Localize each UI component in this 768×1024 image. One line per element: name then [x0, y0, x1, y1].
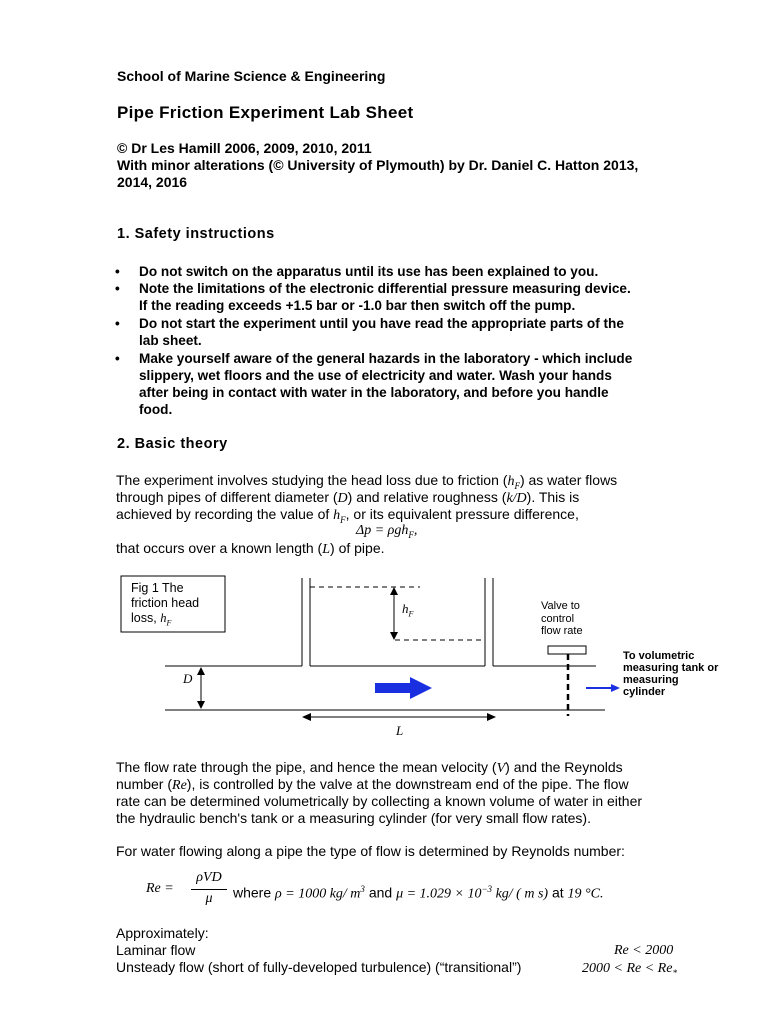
safety-bullet-2 — [115, 280, 631, 314]
reynolds-intro: For water flowing along a pipe the type of flow is determined by Reynolds number: — [116, 843, 625, 859]
fraction-bar — [191, 889, 227, 890]
bullet-dot: • — [115, 316, 120, 331]
bullet-dot: • — [115, 281, 120, 296]
d-arrow-bottom — [197, 701, 205, 709]
flow-rate-line-3: rate can be determined volumetrically by collecting a known volume of water in either — [116, 793, 643, 809]
bullet-line: after being in contact with water in the laboratory, and before you handle — [139, 385, 609, 400]
theory-line-3: achieved by recording the value of $h_F$, or its equivalent pressure difference, — [116, 506, 579, 525]
laminar-condition: Re < 2000 — [614, 943, 674, 958]
l-label: L — [396, 723, 404, 738]
bullet-line: Note the limitations of the electronic differential pressure measuring device. — [139, 281, 631, 296]
theory-line-2: through pipes of different diameter (D) and relative roughness (k/D). This is — [116, 489, 580, 506]
valve-handle — [548, 646, 586, 654]
bullet-line: Make yourself aware of the general hazards in the laboratory - which include — [139, 351, 633, 366]
hf-arrow-bottom — [390, 632, 398, 640]
bullet-dot: • — [115, 351, 120, 366]
flow-rate-line-1: The flow rate through the pipe, and hence the mean velocity (V) and the Reynolds — [116, 759, 623, 776]
hf-label: $h_F$ — [402, 601, 414, 619]
l-arrow-right — [487, 713, 496, 721]
reynolds-constants: where ρ = 1000 kg/ $m^3$ and $\mu = 1.029 \times 10^{-3}$ kg/ ( m s) at 19 °C. — [233, 884, 604, 902]
hf-arrow-top — [390, 587, 398, 595]
section-2-heading: 2. Basic theory — [117, 436, 228, 452]
pressure-equation: Δp = ρgh$_F$, — [356, 523, 418, 540]
bullet-line: If the reading exceeds +1.5 bar or -1.0 bar then switch off the pump. — [139, 298, 576, 313]
alterations-line-2: 2014, 2016 — [117, 174, 188, 190]
flow-direction-arrow — [375, 677, 432, 699]
bullet-line: Do not switch on the apparatus until its use has been explained to you. — [139, 264, 599, 279]
safety-bullet-3 — [115, 315, 624, 349]
approx-heading: Approximately: — [116, 925, 209, 941]
unsteady-condition: $2000 < Re < Re_*$ — [582, 961, 677, 978]
d-arrow-top — [197, 667, 205, 675]
figure-caption: Fig 1 The friction head loss, $h_F$ — [131, 581, 200, 628]
copyright-line: © Dr Les Hamill 2006, 2009, 2010, 2011 — [117, 140, 372, 156]
unsteady-label: Unsteady flow (short of fully-developed turbulence) (“transitional”) — [116, 959, 522, 975]
theory-line-4: that occurs over a known length (L) of pipe. — [116, 540, 385, 557]
valve-label: Valve to control flow rate — [541, 600, 583, 637]
outlet-label: To volumetric measuring tank or measuring cylinder — [623, 650, 719, 698]
bullet-line: lab sheet. — [139, 333, 202, 348]
theory-line-1: The experiment involves studying the head loss due to friction $(h_F)$ as water flows — [116, 472, 618, 491]
l-arrow-left — [302, 713, 311, 721]
safety-bullet-4 — [115, 350, 633, 418]
section-1-heading: 1. Safety instructions — [117, 226, 275, 242]
bullet-dot: • — [115, 264, 120, 279]
safety-bullet-1 — [115, 263, 599, 280]
flow-rate-line-2: number (Re), is controlled by the valve at the downstream end of the pipe. The flow — [116, 776, 629, 793]
bullet-line: food. — [139, 402, 173, 417]
alterations-line-1: With minor alterations (© University of Plymouth) by Dr. Daniel C. Hatton 2013, — [117, 157, 639, 173]
reynolds-numerator: ρVD — [196, 870, 222, 885]
d-label: D — [183, 671, 193, 686]
laminar-label: Laminar flow — [116, 942, 196, 958]
flow-rate-line-4: the hydraulic bench's tank or a measuring cylinder (for very small flow rates). — [116, 810, 591, 826]
reynolds-lhs: Re = — [146, 881, 174, 896]
bullet-line: slippery, wet floors and the use of electricity and water. Wash your hands — [139, 368, 612, 383]
bullet-line: Do not start the experiment until you have read the appropriate parts of the — [139, 316, 624, 331]
reynolds-denominator: μ — [205, 891, 213, 906]
school-name: School of Marine Science & Engineering — [117, 68, 386, 84]
page-title: Pipe Friction Experiment Lab Sheet — [117, 103, 414, 122]
outlet-arrow-head — [611, 684, 620, 692]
